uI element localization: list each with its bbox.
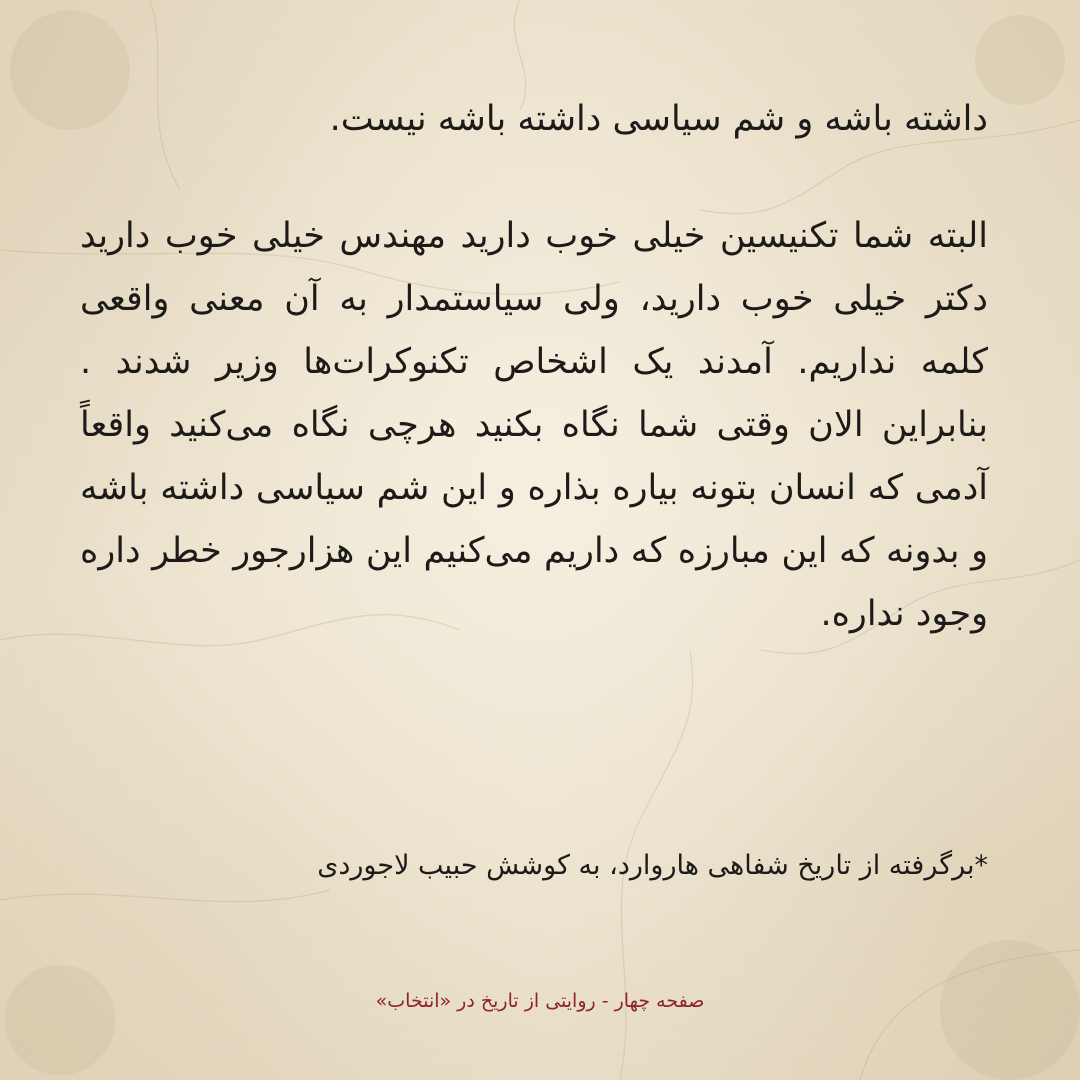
paragraph-continued: داشته باشه و شم سیاسی داشته باشه نیست. [329,99,988,139]
paragraph-main: البته شما تکنیسین خیلی خوب دارید مهندس خیلی خوب دارید دکتر خیلی خوب دارید، ولی سیاستمدار به آن معنی واقعی کلمه نداریم. آمدند یک اشخاص تکنوکرات‌ها وزیر شدند . بنابراین الان وقتی شما نگاه بکنید هرچی نگاه می‌کنید واقعاً آدمی که انسان بتونه بیاره بذاره و این شم سیاسی داشته باشه و بدونه که این مبارزه که داریم می‌کنیم این هزارجور خطر داره وجود نداره. [80,216,988,634]
page-footer: صفحه چهار - روایتی از تاریخ در «انتخاب» [375,990,705,1012]
source-note: *برگرفته از تاریخ شفاهی هاروارد، به کوشش حبیب لاجوردی [317,850,988,881]
article-body [80,88,988,646]
